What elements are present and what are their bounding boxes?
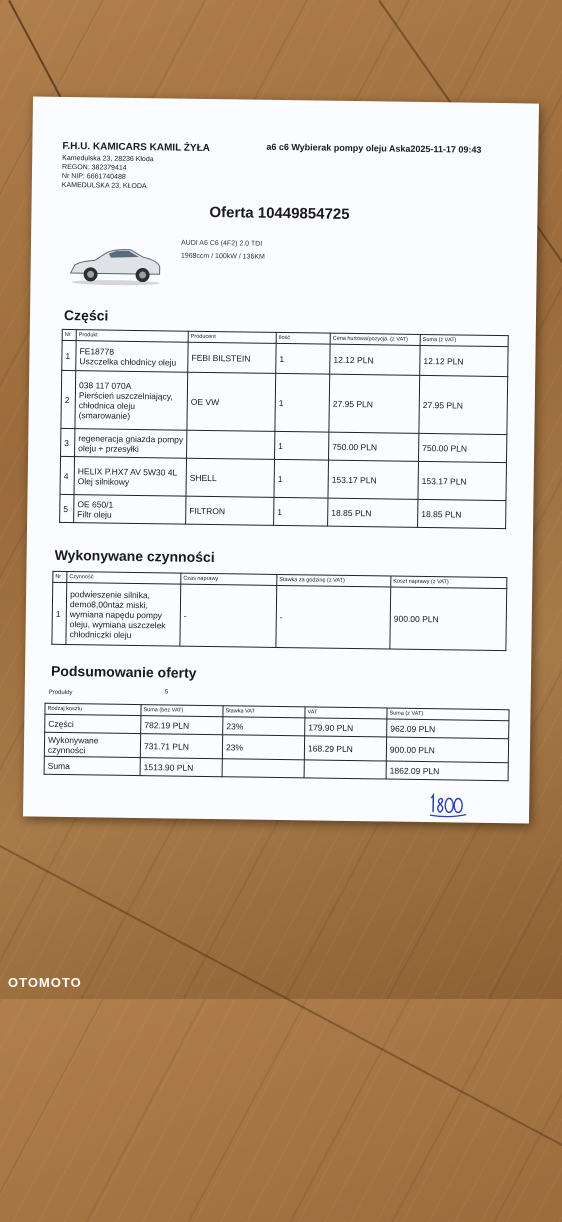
cost-type: Suma [44, 756, 140, 775]
service-activity: podwieszenie silnika, demo8,00ntaż miski, wymiana napędu pompy oleju, wymiana uszczelek chłodniczki oleju [66, 583, 181, 647]
part-qty: 1 [274, 459, 329, 498]
col-hourly-rate: Stawka za godzinę (z VAT) [277, 574, 391, 587]
table-row [60, 456, 506, 500]
table-row [61, 370, 508, 434]
part-qty: 1 [275, 431, 329, 460]
company-name: F.H.U. KAMICARS KAMIL ŻYŁA [62, 140, 211, 154]
part-qty: 1 [274, 497, 328, 526]
part-producer: OE VW [187, 372, 276, 431]
cost-type: Części [45, 714, 141, 733]
part-product: HELIX P.HX7 AV 5W30 4L Olej silnikowy [74, 457, 187, 497]
part-nr: 2 [61, 370, 76, 428]
company-nip: Nr NIP: 6661740488 [61, 172, 126, 181]
summary-table [44, 703, 510, 781]
col-unit-price: Cena hurtowa/pozycja. (z VAT) [330, 333, 420, 345]
parts-heading: Części [63, 306, 109, 324]
part-producer: FEBI BILSTEIN [188, 342, 276, 373]
part-sum: 27.95 PLN [419, 375, 508, 434]
col-vat: VAT [305, 707, 387, 719]
services-heading: Wykonywane czynności [54, 546, 215, 566]
offer-subject: a6 c6 Wybierak pompy oleju Aska2025-11-17 09:43 [266, 141, 482, 155]
part-price: 153.17 PLN [328, 460, 419, 499]
sum-gross: 1862.09 PLN [386, 761, 508, 781]
service-rate: - [276, 585, 391, 649]
table-row [60, 494, 506, 528]
cost-type: Wykonywane czynności [44, 732, 140, 757]
col-repair-cost: Koszt naprawy (z VAT) [391, 576, 507, 589]
part-producer: FILTRON [186, 496, 274, 525]
part-sum: 153.17 PLN [418, 461, 507, 500]
col-activity: Czynność [67, 572, 181, 585]
part-producer [187, 430, 275, 459]
vehicle-info [181, 237, 265, 264]
watermark: OTOMOTO [8, 975, 82, 990]
col-repair-time: Czas naprawy [181, 573, 277, 585]
company-details [62, 154, 154, 191]
vehicle-model: AUDI A6 C6 (4F2) 2.0 TDI [180, 239, 263, 248]
part-price: 27.95 PLN [329, 374, 420, 433]
offer-document [23, 97, 539, 824]
part-price: 18.85 PLN [328, 498, 418, 527]
sum-net: 731.71 PLN [140, 734, 222, 759]
sum-net: 782.19 PLN [141, 716, 223, 735]
part-nr: 3 [61, 428, 75, 456]
vat: 179.90 PLN [305, 718, 387, 737]
vat-rate: 23% [222, 735, 304, 760]
part-nr: 5 [60, 494, 74, 522]
part-producer: SHELL [186, 458, 275, 497]
col-product: Produkt [76, 330, 188, 343]
part-qty: 1 [276, 343, 330, 374]
sum-gross: 900.00 PLN [386, 737, 508, 763]
service-time: - [180, 584, 277, 647]
company-regon: REGON: 382379414 [62, 163, 127, 172]
vat-rate: 23% [223, 717, 305, 736]
part-sum: 18.85 PLN [418, 499, 506, 528]
parts-table [59, 329, 509, 529]
company-address-2: KAMEDULSKA 23, KŁODA [61, 181, 147, 191]
col-vat-rate: Stawka VAT [223, 706, 305, 718]
services-table [51, 571, 507, 651]
sum-net: 1513.90 PLN [140, 758, 222, 777]
part-sum: 12.12 PLN [420, 345, 508, 376]
sum-gross: 962.09 PLN [387, 719, 509, 739]
service-cost: 900.00 PLN [390, 587, 507, 651]
col-producer: Producent [188, 331, 276, 343]
vehicle-specs: 1968ccm / 100kW / 136KM [180, 252, 265, 261]
part-product: OE 650/1 Filtr oleju [74, 495, 186, 525]
vat: 168.29 PLN [304, 736, 386, 761]
part-sum: 750.00 PLN [418, 433, 506, 462]
part-product: regeneracja gniazda pompy oleju + przesyłki [75, 429, 187, 459]
col-sum: Suma (z VAT) [420, 334, 508, 346]
table-row [52, 582, 507, 650]
part-qty: 1 [275, 373, 330, 432]
part-product: 038 117 070A Pierścień uszczelniający, chłodnica oleju (smarowanie) [75, 371, 188, 431]
vat [304, 760, 386, 779]
products-count: 5 [164, 689, 169, 696]
company-address: Kamedulska 23, 28236 Kłoda [62, 154, 154, 164]
col-nr: Nr [62, 329, 76, 340]
col-sum-net: Suma (bez VAT) [141, 705, 223, 717]
part-nr: 4 [60, 456, 75, 494]
col-nr: Nr [53, 571, 67, 582]
summary-heading: Podsumowanie oferty [50, 662, 197, 681]
part-price: 750.00 PLN [329, 432, 419, 461]
car-image [66, 241, 165, 288]
part-nr: 1 [62, 340, 76, 370]
vat-rate [222, 759, 304, 778]
part-product: FE18778 Uszczelka chłodnicy oleju [76, 341, 188, 373]
offer-title: Oferta 10449854725 [209, 203, 350, 223]
products-label: Produkty [48, 689, 73, 697]
handwritten-note [428, 792, 468, 819]
part-price: 12.12 PLN [330, 344, 420, 375]
col-quantity: Ilość [276, 332, 330, 344]
col-cost-type: Rodzaj kosztu [45, 703, 141, 715]
col-sum-gross: Suma (z VAT) [387, 708, 509, 721]
service-nr: 1 [52, 582, 67, 644]
